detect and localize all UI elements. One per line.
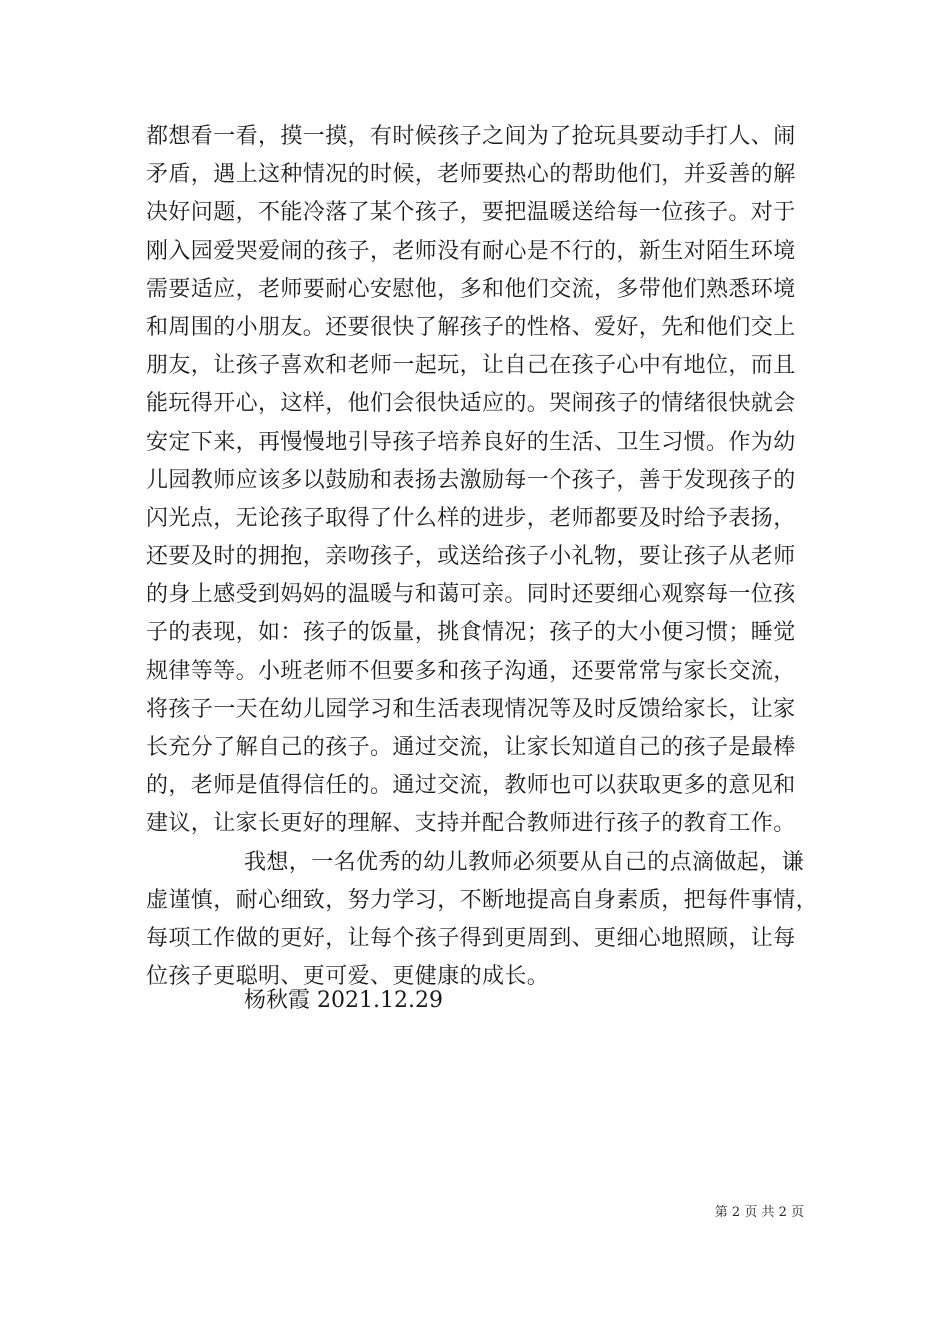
text-line: 虚谨慎，耐心细致，努力学习，不断地提高自身素质，把每件事情， <box>146 887 819 913</box>
text-line: 规律等等。小班老师不但要多和孩子沟通，还要常常与家长交流， <box>146 658 796 684</box>
text-line: 需要适应，老师要耐心安慰他，多和他们交流，多带他们熟悉环境 <box>146 276 796 302</box>
text-line: 还要及时的拥抱，亲吻孩子，或送给孩子小礼物，要让孩子从老师 <box>146 544 796 570</box>
text-line: 矛盾，遇上这种情况的时候，老师要热心的帮助他们，并妥善的解 <box>146 162 796 188</box>
text-line: 位孩子更聪明、更可爱、更健康的成长。 <box>146 964 550 990</box>
text-line: 决好问题，不能冷落了某个孩子，要把温暖送给每一位孩子。对于 <box>146 200 796 226</box>
paragraph-start-line: 我想，一名优秀的幼儿教师必须要从自己的点滴做起，谦 <box>244 849 805 875</box>
text-line: 闪光点，无论孩子取得了什么样的进步，老师都要及时给予表扬， <box>146 505 796 531</box>
text-line: 的身上感受到妈妈的温暖与和蔼可亲。同时还要细心观察每一位孩 <box>146 582 796 608</box>
text-line: 能玩得开心，这样，他们会很快适应的。哭闹孩子的情绪很快就会 <box>146 391 796 417</box>
text-line: 安定下来，再慢慢地引导孩子培养良好的生活、卫生习惯。作为幼 <box>146 429 796 455</box>
text-line: 长充分了解自己的孩子。通过交流，让家长知道自己的孩子是最棒 <box>146 735 796 760</box>
text-line: 每项工作做的更好，让每个孩子得到更周到、更细心地照顾，让每 <box>146 925 796 951</box>
text-line: 儿园教师应该多以鼓励和表扬去激励每一个孩子，善于发现孩子的 <box>146 467 796 493</box>
text-line: 刚入园爱哭爱闹的孩子，老师没有耐心是不行的，新生对陌生环境 <box>146 238 796 264</box>
page-number-footer: 第 2 页 共 2 页 <box>714 1205 804 1220</box>
text-line: 建议，让家长更好的理解、支持并配合教师进行孩子的教育工作。 <box>146 811 796 837</box>
text-line: 朋友，让孩子喜欢和老师一起玩，让自己在孩子心中有地位，而且 <box>146 353 796 379</box>
text-line: 都想看一看，摸一摸，有时候孩子之间为了抢玩具要动手打人、闹 <box>146 124 796 149</box>
text-line: 子的表现，如：孩子的饭量，挑食情况；孩子的大小便习惯；睡觉 <box>146 620 796 646</box>
text-line: 和周围的小朋友。还要很快了解孩子的性格、爱好，先和他们交上 <box>146 314 796 340</box>
signature-line: 杨秋霞 2021.12.29 <box>244 988 443 1013</box>
body-text <box>146 118 836 996</box>
text-line: 将孩子一天在幼儿园学习和生活表现情况等及时反馈给家长，让家 <box>146 696 796 722</box>
text-line: 的，老师是值得信任的。通过交流，教师也可以获取更多的意见和 <box>146 773 796 799</box>
